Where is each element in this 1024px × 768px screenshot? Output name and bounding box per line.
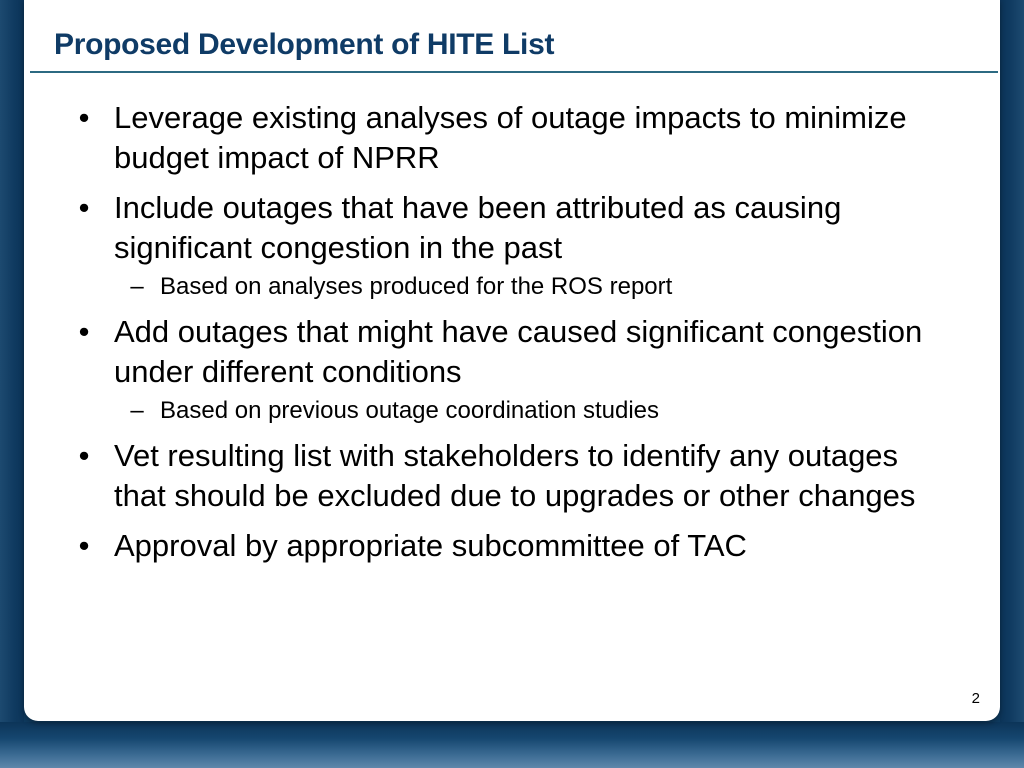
sub-bullet-marker: –: [130, 273, 144, 300]
slide-frame-bottom: [0, 722, 1024, 768]
sub-bullet-list: [114, 272, 940, 302]
slide-canvas: [24, 0, 1000, 721]
bullet-item: [24, 188, 1000, 302]
bullet-text: Leverage existing analyses of outage impacts to minimize budget impact of NPRR: [114, 100, 907, 175]
bullet-marker: •: [78, 438, 90, 473]
slide-frame-left: [0, 0, 24, 768]
bullet-marker: •: [78, 100, 90, 135]
page-number: 2: [971, 690, 980, 707]
bullet-marker: •: [78, 528, 90, 563]
bullet-list: [24, 98, 1000, 576]
bullet-text: Approval by appropriate subcommittee of TAC: [114, 528, 747, 563]
sub-bullet-list: [114, 396, 940, 426]
slide-title: Proposed Development of HITE List: [54, 28, 555, 61]
bullet-item: [24, 98, 1000, 178]
bullet-text: Add outages that might have caused significant congestion under different conditions: [114, 314, 923, 389]
bullet-marker: •: [78, 190, 90, 225]
bullet-item: [24, 436, 1000, 516]
sub-bullet-item: [114, 272, 940, 302]
bullet-text: Include outages that have been attributed as causing significant congestion in the past: [114, 190, 842, 265]
bullet-item: [24, 312, 1000, 426]
sub-bullet-text: Based on analyses produced for the ROS report: [160, 273, 673, 300]
title-divider: [30, 71, 998, 73]
sub-bullet-item: [114, 396, 940, 426]
slide-frame-right: [1000, 0, 1024, 768]
sub-bullet-text: Based on previous outage coordination studies: [160, 397, 660, 424]
bullet-item: [24, 526, 1000, 566]
bullet-marker: •: [78, 314, 90, 349]
sub-bullet-marker: –: [130, 397, 144, 424]
bullet-text: Vet resulting list with stakeholders to identify any outages that should be excluded due to upgrades or other changes: [114, 438, 916, 513]
